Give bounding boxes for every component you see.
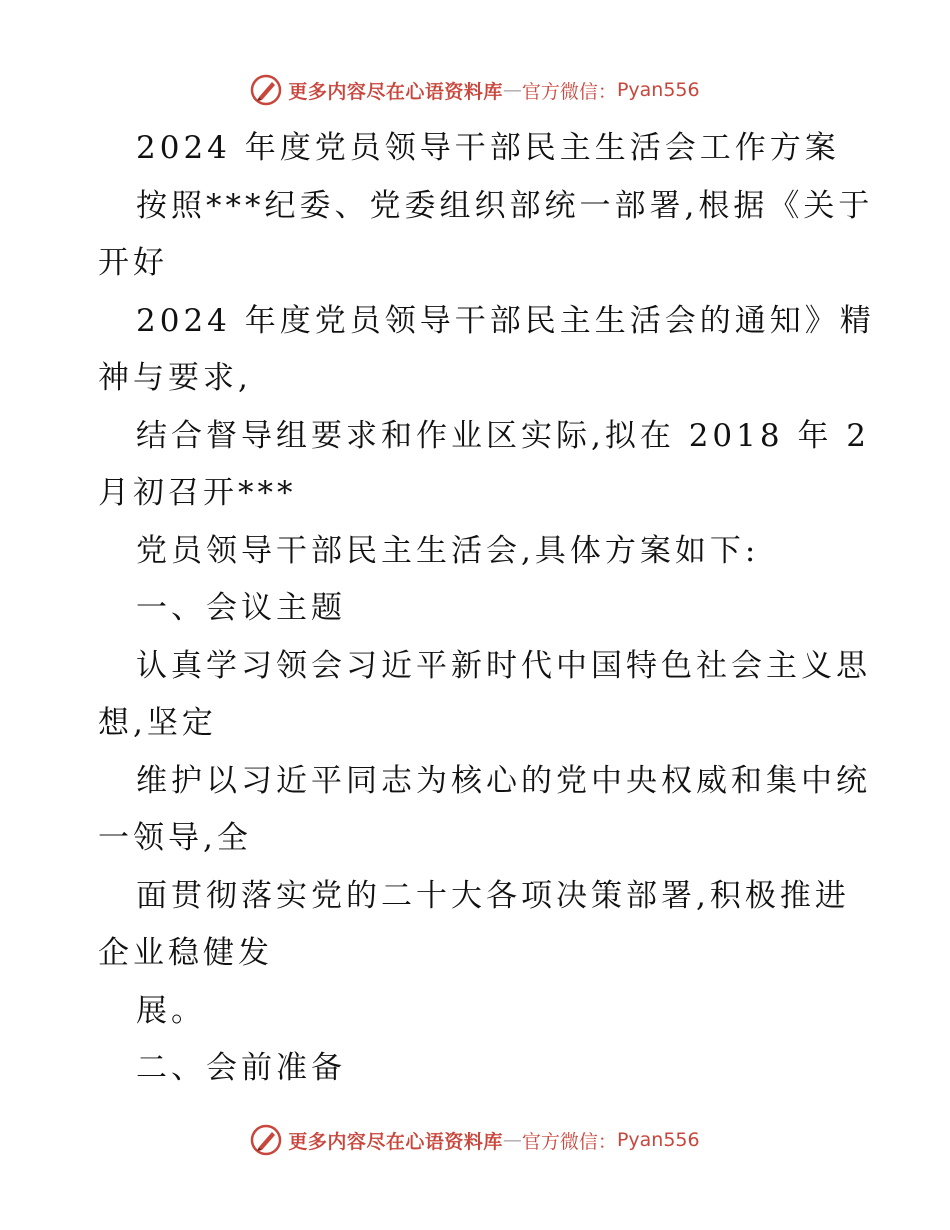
banner-text: 更多内容尽在心语资料库 [288, 80, 503, 103]
paragraph-line: 一领导,全 [98, 820, 252, 856]
paragraph-line: 企业稳健发 [98, 935, 273, 971]
header-banner [0, 70, 950, 110]
pen-logo-icon [250, 1124, 282, 1156]
section-heading: 二、会前准备 [136, 1050, 346, 1086]
paragraph-line: 结合督导组要求和作业区实际,拟在 2018 年 2 [136, 417, 871, 454]
wechat-label: 官方微信： [521, 80, 617, 103]
document-title: 2024 年度党员领导干部民主生活会工作方案 [136, 130, 840, 166]
paragraph-line: 认真学习领会习近平新时代中国特色社会主义思 [136, 647, 871, 684]
section-heading: 一、会议主题 [136, 590, 346, 626]
wechat-label: 官方微信： [521, 1130, 617, 1153]
paragraph-line: 维护以习近平同志为核心的党中央权威和集中统 [136, 762, 871, 799]
paragraph-line: 开好 [98, 245, 168, 281]
wechat-id: Pyan556 [616, 79, 700, 101]
paragraph-line: 月初召开*** [98, 475, 297, 511]
banner-dash: — [502, 1129, 522, 1151]
banner-text: 更多内容尽在心语资料库 [288, 1130, 503, 1153]
paragraph-line: 面贯彻落实党的二十大各项决策部署,积极推进 [136, 877, 850, 914]
paragraph-line: 党员领导干部民主生活会,具体方案如下: [136, 532, 760, 569]
pen-logo-icon [250, 74, 282, 106]
wechat-id: Pyan556 [616, 1129, 700, 1151]
paragraph-line: 按照***纪委、党委组织部统一部署,根据《关于 [136, 187, 874, 224]
banner-dash: — [502, 79, 522, 101]
paragraph-line: 展。 [136, 992, 206, 1029]
paragraph-line: 2024 年度党员领导干部民主生活会的通知》精 [136, 302, 875, 339]
document-body [98, 120, 875, 1098]
footer-banner [0, 1120, 950, 1160]
paragraph-line: 神与要求, [98, 360, 252, 396]
paragraph-line: 想,坚定 [98, 705, 217, 741]
